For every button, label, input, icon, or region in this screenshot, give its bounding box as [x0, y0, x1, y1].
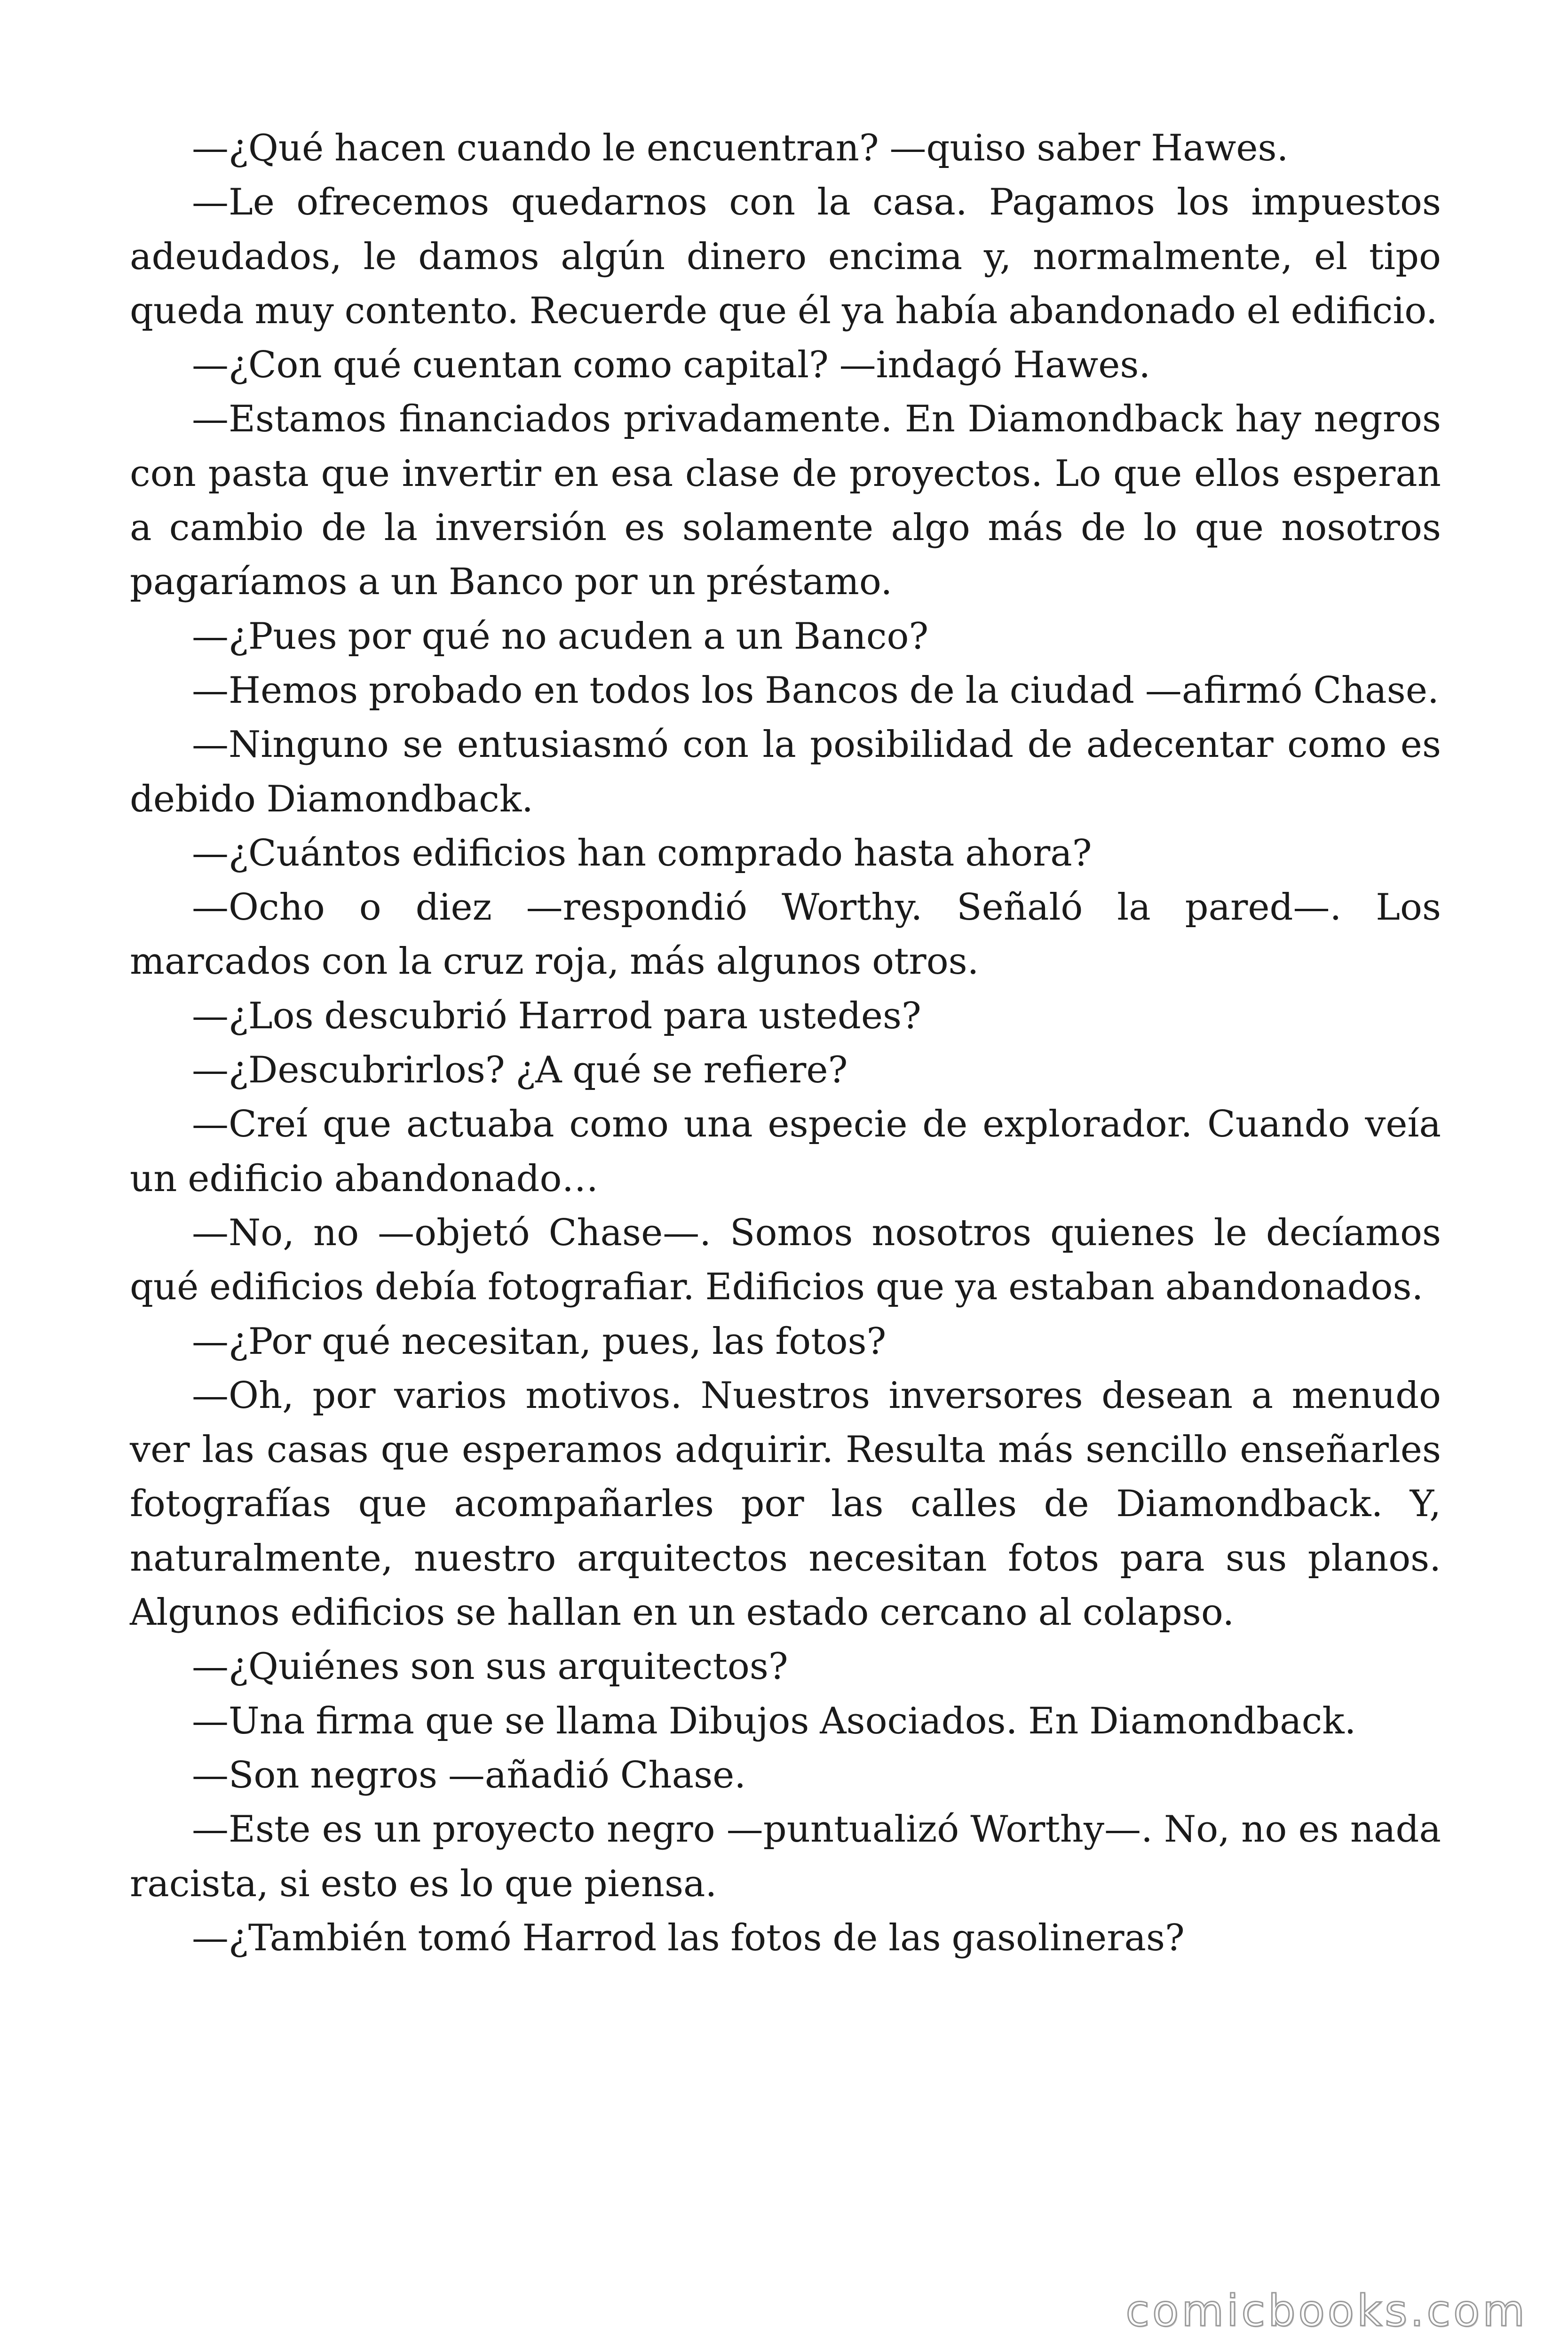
paragraph-20: —¿También tomó Harrod las fotos de las gasolineras?	[192, 1916, 1185, 1959]
paragraph-10: —¿Los descubrió Harrod para ustedes?	[192, 994, 921, 1037]
paragraph-9: —Ocho o diez —respondió Worthy. Señaló la pared—. Los marcados con la cruz roja, más algunos otros.	[130, 886, 1441, 983]
paragraph-6: —Hemos probado en todos los Bancos de la ciudad —afirmó Chase.	[192, 669, 1439, 712]
paragraph-15: —Oh, por varios motivos. Nuestros inversores desean a menudo ver las casas que esperamos adquirir. Resulta más sencillo enseñarles fotografías que acompañarles por las calles de Diamondback. Y, naturalmente, nuestro arquitectos necesitan fotos para sus planos. Algunos edificios se hallan en un estado cercano al colapso.	[130, 1374, 1441, 1634]
paragraph-4: —Estamos financiados privadamente. En Diamondback hay negros con pasta que invertir en esa clase de proyectos. Lo que ellos esperan a cambio de la inversión es solamente algo más de lo que nosotros pagaríamos a un Banco por un préstamo.	[130, 398, 1441, 604]
paragraph-5: —¿Pues por qué no acuden a un Banco?	[192, 615, 929, 658]
paragraph-14: —¿Por qué necesitan, pues, las fotos?	[192, 1320, 887, 1363]
paragraph-2: —Le ofrecemos quedarnos con la casa. Pagamos los impuestos adeudados, le damos algún dinero encima y, normalmente, el tipo queda muy contento. Recuerde que él ya había abandonado el edificio.	[130, 181, 1441, 332]
paragraph-17: —Una firma que se llama Dibujos Asociados. En Diamondback.	[192, 1700, 1356, 1742]
paragraph-11: —¿Descubrirlos? ¿A qué se refiere?	[192, 1049, 848, 1092]
paragraph-3: —¿Con qué cuentan como capital? —indagó Hawes.	[192, 344, 1151, 387]
paragraph-12: —Creí que actuaba como una especie de explorador. Cuando veía un edificio abandonado…	[130, 1103, 1441, 1200]
paragraph-19: —Este es un proyecto negro —puntualizó Worthy—. No, no es nada racista, si esto es lo que piensa.	[130, 1808, 1441, 1905]
paragraph-16: —¿Quiénes son sus arquitectos?	[192, 1645, 788, 1688]
paragraph-1: —¿Qué hacen cuando le encuentran? —quiso saber Hawes.	[192, 127, 1289, 169]
document-page	[130, 121, 1441, 1965]
paragraph-8: —¿Cuántos edificios han comprado hasta ahora?	[192, 832, 1092, 874]
paragraph-18: —Son negros —añadió Chase.	[192, 1754, 746, 1796]
watermark-logo: comicbooks.com	[1125, 2286, 1528, 2336]
paragraph-13: —No, no —objetó Chase—. Somos nosotros quienes le decíamos qué edificios debía fotografiar. Edificios que ya estaban abandonados.	[130, 1211, 1441, 1309]
paragraph-7: —Ninguno se entusiasmó con la posibilidad de adecentar como es debido Diamondback.	[130, 723, 1441, 820]
